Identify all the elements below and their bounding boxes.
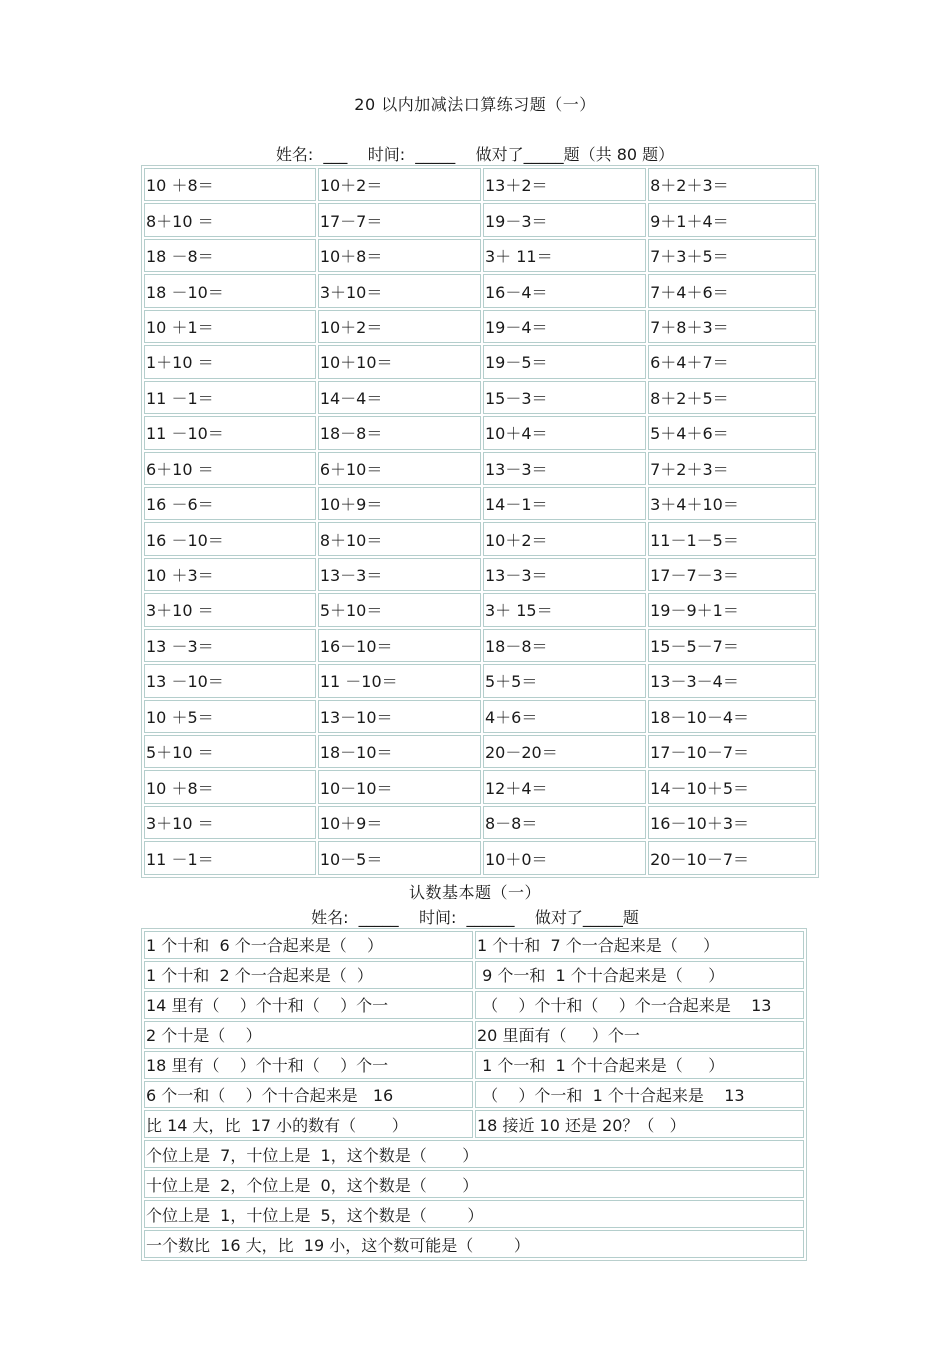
calc-problem: 8＋10 ＝	[144, 203, 316, 236]
calc-problem: 18－10＝	[318, 735, 481, 768]
calc-problem: 14－10＋5＝	[648, 770, 816, 803]
calc-problem: 10＋8＝	[318, 239, 481, 272]
question-cell: 20 里面有（ ）个一	[475, 1021, 804, 1049]
calc-problem: 4＋6＝	[483, 700, 646, 733]
calc-row	[144, 841, 816, 875]
calc-problem: 13 －10＝	[144, 664, 316, 697]
calc-problem: 18 －8＝	[144, 239, 316, 272]
question-cell: 比 14 大，比 17 小的数有（ ）	[144, 1110, 473, 1138]
calc-problem: 3＋10＝	[318, 274, 481, 307]
calc-problem: 19－5＝	[483, 345, 646, 378]
calc-row	[144, 274, 816, 307]
calc-problem: 8＋2＋3＝	[648, 168, 816, 201]
calc-row	[144, 487, 816, 520]
calc-problem: 13＋2＝	[483, 168, 646, 201]
calc-problem: 5＋10＝	[318, 593, 481, 626]
calc-problem: 18－8＝	[318, 416, 481, 449]
question-cell: 9 个一和 1 个十合起来是（ ）	[475, 961, 804, 989]
calc-problem: 8＋10＝	[318, 522, 481, 555]
calc-problem: 10＋2＝	[483, 522, 646, 555]
calc-row	[144, 629, 816, 662]
calc-row	[144, 806, 816, 839]
calc-row	[144, 381, 816, 414]
calc-row	[144, 239, 816, 272]
calc-problem: 3＋4＋10＝	[648, 487, 816, 520]
sheet2-title: 认数基本题（一）	[408, 883, 541, 902]
question-cell: 1 个十和 6 个一合起来是（ ）	[144, 931, 473, 959]
question-row	[144, 1170, 804, 1198]
calc-row	[144, 735, 816, 768]
calc-problem: 17－10－7＝	[648, 735, 816, 768]
calc-problem: 15－3＝	[483, 381, 646, 414]
question-cell: 18 里有（ ）个十和（ ）个一	[144, 1051, 473, 1079]
calc-problem: 20－10－7＝	[648, 841, 816, 875]
question-cell: 14 里有（ ）个十和（ ）个一	[144, 991, 473, 1019]
question-row	[144, 931, 804, 959]
calc-problem: 13－3＝	[318, 558, 481, 591]
calc-row	[144, 664, 816, 697]
calc-problem: 10＋0＝	[483, 841, 646, 875]
calc-problem: 3＋10 ＝	[144, 806, 316, 839]
question-row	[144, 1140, 804, 1168]
calc-problem: 7＋3＋5＝	[648, 239, 816, 272]
calc-problem: 10 ＋5＝	[144, 700, 316, 733]
calc-problem: 16－10＝	[318, 629, 481, 662]
calc-problem: 11 －10＝	[318, 664, 481, 697]
calc-problem: 7＋4＋6＝	[648, 274, 816, 307]
calc-problem: 13－3＝	[483, 558, 646, 591]
calc-problem: 17－7－3＝	[648, 558, 816, 591]
calc-problem: 10＋9＝	[318, 487, 481, 520]
calc-problem: 12＋4＝	[483, 770, 646, 803]
calc-exercise-table	[141, 165, 819, 878]
calc-problem: 10 ＋8＝	[144, 168, 316, 201]
calc-row	[144, 203, 816, 236]
calc-problem: 13 －3＝	[144, 629, 316, 662]
question-cell: （ ）个十和（ ）个一合起来是 13	[475, 991, 804, 1019]
calc-problem: 3＋ 15＝	[483, 593, 646, 626]
calc-problem: 19－4＝	[483, 310, 646, 343]
question-row	[144, 991, 804, 1019]
number-recognition-table	[141, 928, 807, 1261]
question-cell: 2 个十是（ ）	[144, 1021, 473, 1049]
calc-problem: 18 －10＝	[144, 274, 316, 307]
calc-problem: 10＋4＝	[483, 416, 646, 449]
question-row	[144, 1051, 804, 1079]
calc-problem: 20－20＝	[483, 735, 646, 768]
question-cell-wide: 个位上是 7，十位上是 1，这个数是（ ）	[144, 1140, 804, 1168]
calc-problem: 15－5－7＝	[648, 629, 816, 662]
sheet2-info-line: 姓名: _____ 时间: ______ 做对了_____题	[311, 908, 639, 927]
sheet1-title: 20 以内加减法口算练习题（一）	[354, 95, 596, 114]
calc-row	[144, 416, 816, 449]
calc-row	[144, 310, 816, 343]
calc-problem: 1＋10 ＝	[144, 345, 316, 378]
question-cell: 1 个十和 7 个一合起来是（ ）	[475, 931, 804, 959]
calc-problem: 8－8＝	[483, 806, 646, 839]
calc-problem: 10 ＋1＝	[144, 310, 316, 343]
calc-problem: 10＋10＝	[318, 345, 481, 378]
calc-row	[144, 770, 816, 803]
calc-problem: 10－10＝	[318, 770, 481, 803]
calc-problem: 6＋10 ＝	[144, 452, 316, 485]
calc-row	[144, 168, 816, 201]
calc-problem: 11 －1＝	[144, 381, 316, 414]
calc-problem: 18－8＝	[483, 629, 646, 662]
question-row	[144, 1081, 804, 1109]
sheet1-info-line: 姓名: ___ 时间: _____ 做对了_____题（共 80 题）	[275, 145, 675, 164]
calc-problem: 11 －10＝	[144, 416, 316, 449]
calc-problem: 13－3＝	[483, 452, 646, 485]
question-cell: （ ）个一和 1 个十合起来是 13	[475, 1081, 804, 1109]
question-cell-wide: 一个数比 16 大，比 19 小，这个数可能是（ ）	[144, 1230, 804, 1258]
calc-problem: 19－9＋1＝	[648, 593, 816, 626]
calc-problem: 10－5＝	[318, 841, 481, 875]
calc-row	[144, 345, 816, 378]
calc-row	[144, 593, 816, 626]
calc-problem: 7＋2＋3＝	[648, 452, 816, 485]
question-row	[144, 1230, 804, 1258]
calc-problem: 11 －1＝	[144, 841, 316, 875]
question-cell: 1 个十和 2 个一合起来是（ ）	[144, 961, 473, 989]
calc-problem: 13－3－4＝	[648, 664, 816, 697]
calc-problem: 14－1＝	[483, 487, 646, 520]
calc-row	[144, 558, 816, 591]
calc-problem: 19－3＝	[483, 203, 646, 236]
question-row	[144, 961, 804, 989]
calc-problem: 14－4＝	[318, 381, 481, 414]
calc-problem: 3＋10 ＝	[144, 593, 316, 626]
calc-problem: 5＋4＋6＝	[648, 416, 816, 449]
calc-problem: 5＋10 ＝	[144, 735, 316, 768]
calc-problem: 10＋9＝	[318, 806, 481, 839]
calc-problem: 10 ＋3＝	[144, 558, 316, 591]
calc-problem: 8＋2＋5＝	[648, 381, 816, 414]
calc-problem: 10 ＋8＝	[144, 770, 316, 803]
calc-problem: 17－7＝	[318, 203, 481, 236]
calc-problem: 7＋8＋3＝	[648, 310, 816, 343]
question-cell: 18 接近 10 还是 20？（ ）	[475, 1110, 804, 1138]
calc-row	[144, 522, 816, 555]
question-row	[144, 1021, 804, 1049]
question-cell-wide: 十位上是 2，个位上是 0，这个数是（ ）	[144, 1170, 804, 1198]
calc-problem: 11－1－5＝	[648, 522, 816, 555]
calc-row	[144, 700, 816, 733]
calc-problem: 6＋10＝	[318, 452, 481, 485]
question-row	[144, 1110, 804, 1138]
calc-problem: 16 －6＝	[144, 487, 316, 520]
calc-problem: 6＋4＋7＝	[648, 345, 816, 378]
calc-problem: 10＋2＝	[318, 310, 481, 343]
question-cell-wide: 个位上是 1，十位上是 5，这个数是（ ）	[144, 1200, 804, 1228]
calc-problem: 5＋5＝	[483, 664, 646, 697]
calc-problem: 16－10＋3＝	[648, 806, 816, 839]
calc-problem: 13－10＝	[318, 700, 481, 733]
calc-problem: 3＋ 11＝	[483, 239, 646, 272]
calc-problem: 16 －10＝	[144, 522, 316, 555]
calc-problem: 10＋2＝	[318, 168, 481, 201]
question-cell: 1 个一和 1 个十合起来是（ ）	[475, 1051, 804, 1079]
calc-problem: 9＋1＋4＝	[648, 203, 816, 236]
question-row	[144, 1200, 804, 1228]
calc-row	[144, 452, 816, 485]
calc-problem: 18－10－4＝	[648, 700, 816, 733]
calc-problem: 16－4＝	[483, 274, 646, 307]
question-cell: 6 个一和（ ）个十合起来是 16	[144, 1081, 473, 1109]
